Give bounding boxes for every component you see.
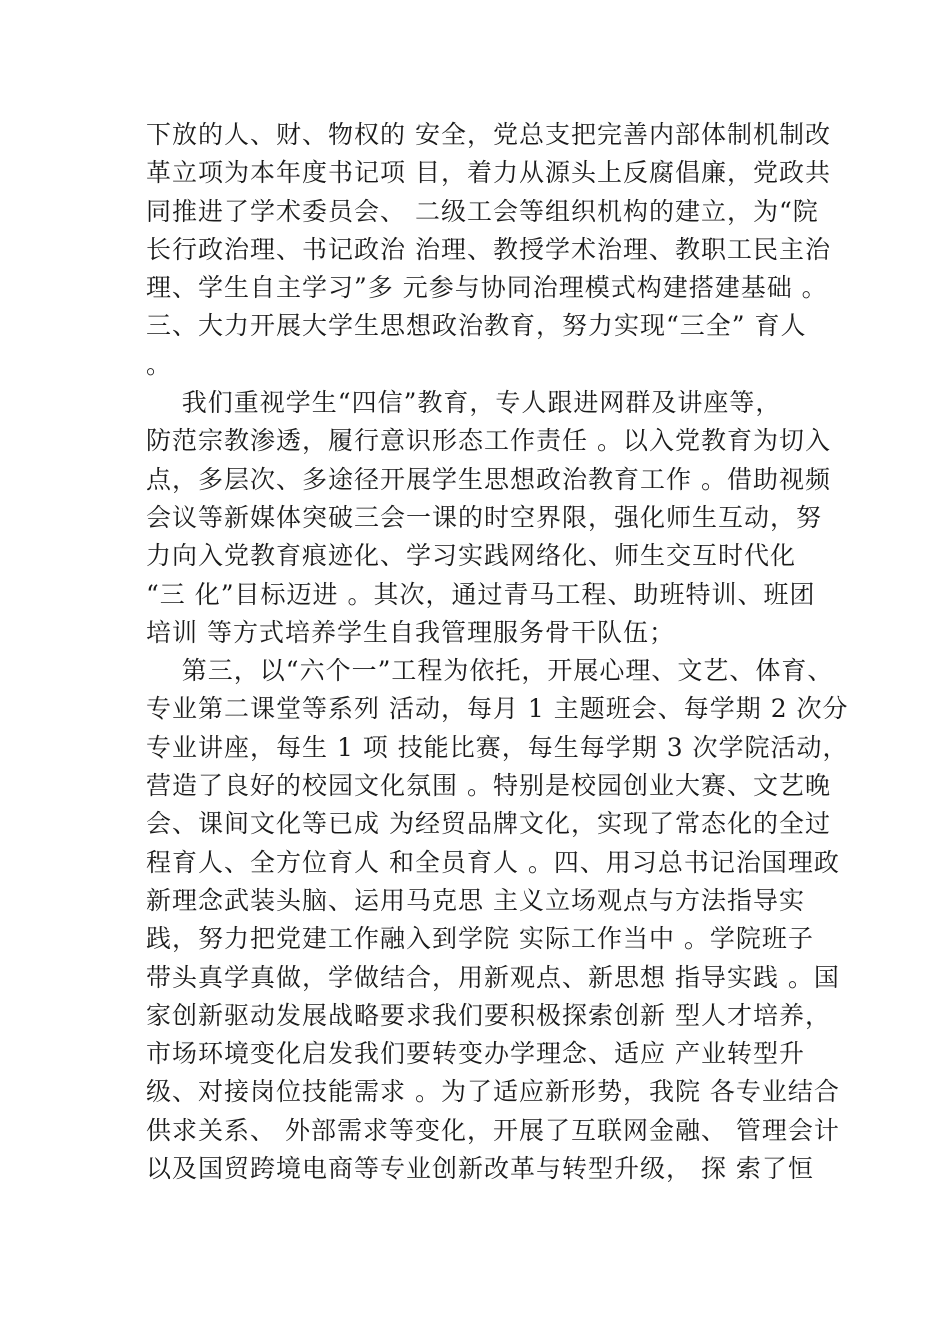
text-line: 带头真学真做，学做结合，用新观点、新思想 指导实践 。国: [146, 962, 840, 992]
text-line: 理、学生自主学习”多 元参与协同治理模式构建搭建基础 。: [146, 273, 828, 303]
text-line: 会、课间文化等已成 为经贸品牌文化，实现了常态化的全过: [146, 809, 831, 839]
text-line: 供求关系、 外部需求等变化，开展了互联网金融、 管理会计: [146, 1115, 840, 1145]
text-line: 防范宗教渗透，履行意识形态工作责任 。以入党教育为切入: [146, 426, 831, 456]
section-heading-line: 三、大力开展大学生思想政治教育，努力实现“三全” 育人: [146, 311, 807, 341]
text-line: 下放的人、财、物权的 安全，党总支把完善内部体制机制改: [146, 120, 831, 149]
paragraph-start-line: 第三，以“六个一”工程为依托，开展心理、文艺、体育、: [146, 656, 834, 686]
text-line: 会议等新媒体突破三会一课的时空界限，强化师生互动，努: [146, 502, 823, 532]
text-line: 程育人、全方位育人 和全员育人 。四、用习总书记治国理政: [146, 847, 840, 877]
text-line: 长行政治理、书记政治 治理、教授学术治理、教职工民主治: [146, 234, 831, 264]
paragraph-start-line: 我们重视学生“四信”教育，专人跟进网群及讲座等，: [146, 388, 782, 418]
body-text: [146, 116, 849, 1188]
text-line: 营造了良好的校园文化氛围 。特别是校园创业大赛、文艺晚: [146, 771, 831, 801]
text-line: 级、对接岗位技能需求 。为了适应新形势，我院 各专业结合: [146, 1077, 840, 1107]
text-line: 新理念武装头脑、运用马克思 主义立场观点与方法指导实: [146, 885, 805, 915]
text-line: 。: [146, 349, 173, 379]
text-line: 市场环境变化启发我们要转变办学理念、适应 产业转型升: [146, 1039, 805, 1069]
text-line: 家创新驱动发展战略要求我们要积极探索创新 型人才培养，: [146, 1000, 831, 1030]
text-line: 专业第二课堂等系列 活动，每月 1 主题班会、每学期 2 次分: [146, 694, 849, 724]
text-line: 力向入党教育痕迹化、学习实践网络化、师生交互时代化: [146, 541, 797, 571]
text-line: 革立项为本年度书记项 目，着力从源头上反腐倡廉，党政共: [146, 158, 831, 188]
text-line: 专业讲座，每生 1 项 技能比赛，每生每学期 3 次学院活动，: [146, 732, 849, 762]
text-line: “三 化”目标迈进 。其次，通过青马工程、助班特训、班团: [146, 579, 816, 609]
text-line: 点，多层次、多途径开展学生思想政治教育工作 。借助视频: [146, 464, 831, 494]
text-line: 同推进了学术委员会、 二级工会等组织机构的建立，为“院: [146, 196, 819, 226]
text-line: 以及国贸跨境电商等专业创新改革与转型升级， 探 索了恒: [146, 1154, 814, 1184]
text-line: 培训 等方式培养学生自我管理服务骨干队伍；: [146, 617, 675, 647]
text-line: 践，努力把党建工作融入到学院 实际工作当中 。学院班子: [146, 924, 814, 954]
